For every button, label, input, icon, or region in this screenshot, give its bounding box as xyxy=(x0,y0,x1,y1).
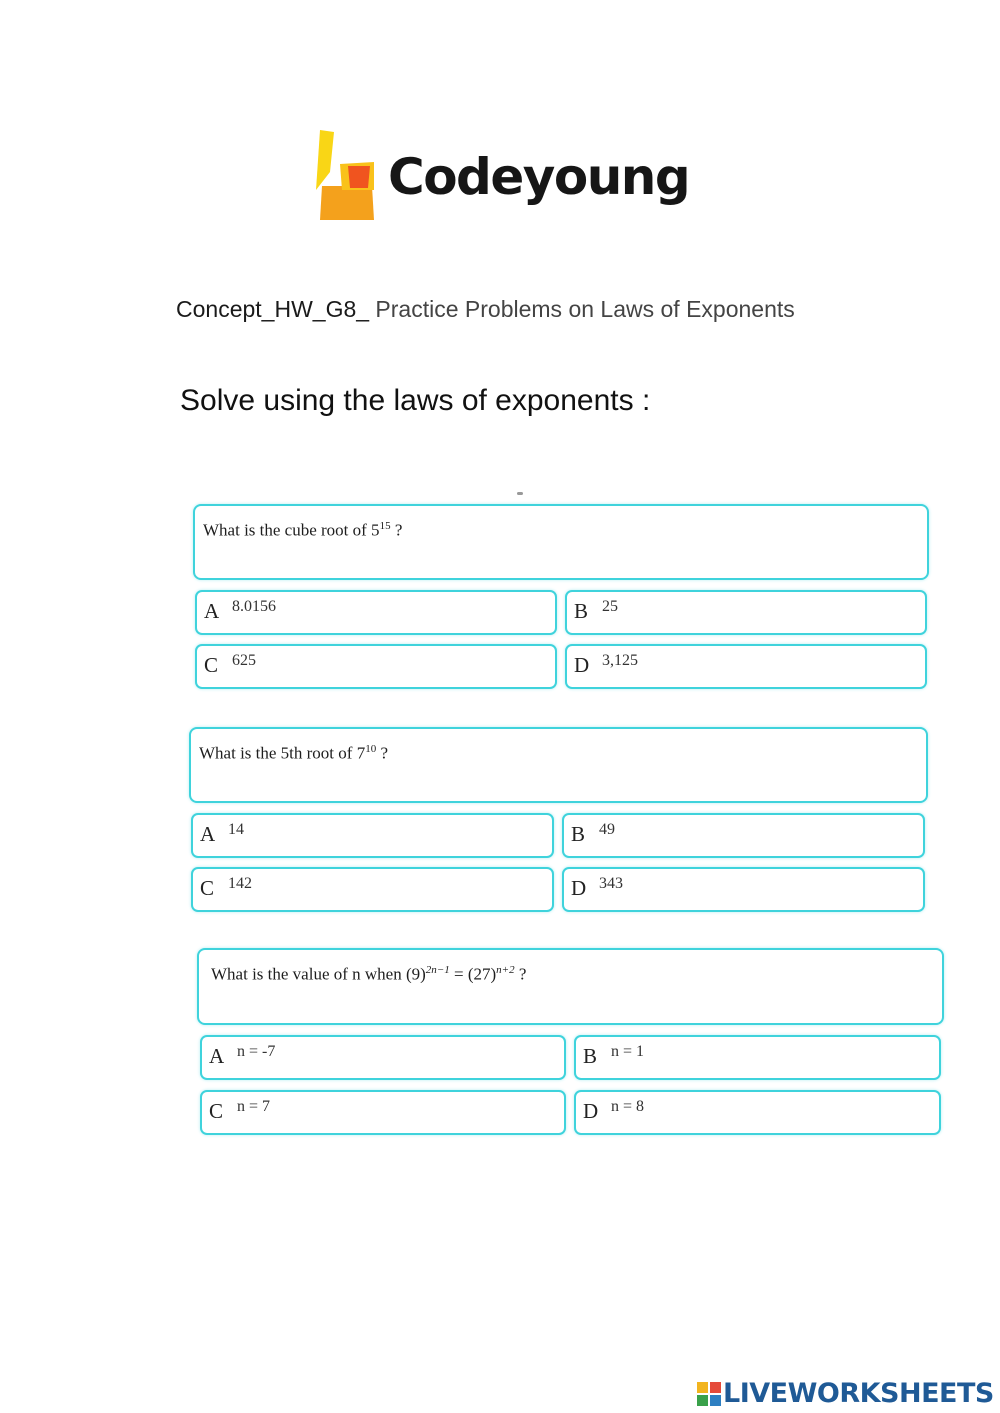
option-letter: D xyxy=(571,876,587,900)
question-1 xyxy=(193,504,931,692)
option-value: 625 xyxy=(232,652,256,669)
option-value: n = 8 xyxy=(611,1098,645,1115)
option-value: 3,125 xyxy=(602,652,638,669)
liveworksheets-logo-icon xyxy=(697,1382,721,1406)
option-letter: C xyxy=(209,1099,224,1123)
option-letter: A xyxy=(200,822,216,846)
question-2-option-d[interactable] xyxy=(562,867,925,912)
question-2-text: What is the 5th root of $7^{10}$ ? xyxy=(199,743,388,763)
option-letter: D xyxy=(583,1099,599,1123)
question-1-box xyxy=(193,504,929,580)
option-value: 142 xyxy=(228,875,252,892)
option-letter: A xyxy=(204,599,220,623)
question-3-option-d[interactable] xyxy=(574,1090,941,1135)
option-letter: A xyxy=(209,1044,225,1068)
decorative-mark xyxy=(517,492,523,495)
option-letter: B xyxy=(571,822,586,846)
question-1-text: What is the cube root of $5^{15}$ ? xyxy=(203,520,403,540)
option-value: 8.0156 xyxy=(232,598,276,615)
option-letter: D xyxy=(574,653,590,677)
option-letter: C xyxy=(204,653,219,677)
question-2-option-c[interactable] xyxy=(191,867,554,912)
document-title xyxy=(176,296,795,323)
question-2 xyxy=(189,727,929,915)
option-value: n = 1 xyxy=(611,1043,645,1060)
question-2-option-b[interactable] xyxy=(562,813,925,858)
option-value: n = -7 xyxy=(237,1043,276,1060)
question-2-box xyxy=(189,727,928,803)
question-1-option-b[interactable] xyxy=(565,590,927,635)
option-letter: B xyxy=(574,599,589,623)
title-rest: Practice Problems on Laws of Exponents xyxy=(369,296,795,322)
codeyoung-logo xyxy=(312,128,702,232)
question-3 xyxy=(197,948,945,1138)
option-value: 14 xyxy=(228,821,244,838)
question-3-option-c[interactable] xyxy=(200,1090,566,1135)
question-3-text: What is the value of n when $(9)^{2n-1} = (27)^{n+2}$ ? xyxy=(211,964,527,984)
option-value: 25 xyxy=(602,598,618,615)
question-2-option-a[interactable] xyxy=(191,813,554,858)
question-3-option-b[interactable] xyxy=(574,1035,941,1080)
title-prefix: Concept_HW_G8_ xyxy=(176,296,370,322)
question-3-option-a[interactable] xyxy=(200,1035,566,1080)
option-value: 343 xyxy=(599,875,623,892)
question-1-option-a[interactable] xyxy=(195,590,557,635)
question-1-option-d[interactable] xyxy=(565,644,927,689)
instruction-heading: Solve using the laws of exponents : xyxy=(180,384,651,417)
question-3-box xyxy=(197,948,944,1025)
option-letter: C xyxy=(200,876,215,900)
question-1-option-c[interactable] xyxy=(195,644,557,689)
option-value: 49 xyxy=(599,821,615,838)
option-letter: B xyxy=(583,1044,598,1068)
codeyoung-logo-mark-icon xyxy=(312,128,378,220)
option-value: n = 7 xyxy=(237,1098,271,1115)
liveworksheets-brand-text: LIVEWORKSHEETS xyxy=(723,1378,994,1409)
codeyoung-logo-text: Codeyoung xyxy=(388,148,690,206)
